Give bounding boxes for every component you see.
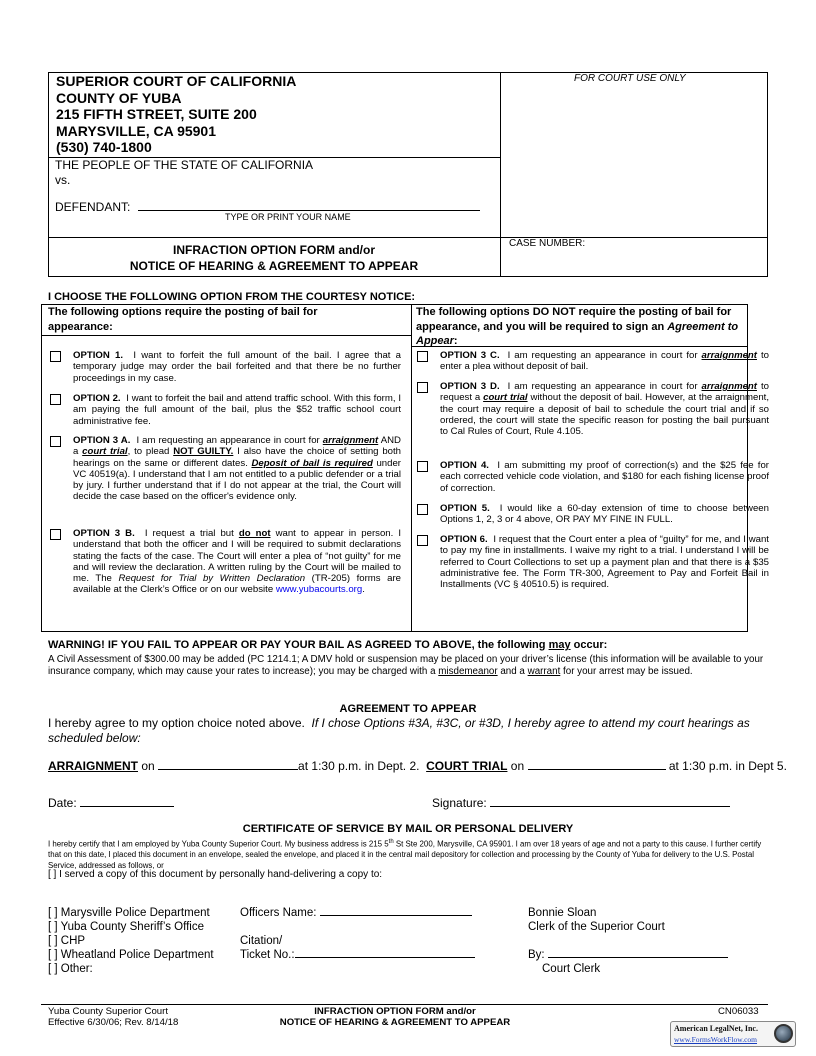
clerk-title: Clerk of the Superior Court	[528, 921, 665, 933]
form-title	[48, 242, 500, 274]
hand-delivered-option[interactable]: [ ] I served a copy of this document by personally hand-delivering a copy to:	[48, 869, 383, 880]
clerk-signature-field[interactable]	[548, 957, 728, 958]
people-label: THE PEOPLE OF THE STATE OF CALIFORNIA	[55, 158, 314, 172]
option-3c-text: OPTION 3 C. I am requesting an appearance in court for arraignment to enter a plea without deposit of bail.	[440, 350, 769, 373]
date-label: Date:	[48, 796, 77, 810]
recipient-other[interactable]: [ ] Other:	[48, 963, 93, 975]
court-address	[56, 73, 296, 156]
right-header-italic: Agreement to Appear	[416, 320, 739, 347]
option-3a-checkbox[interactable]	[50, 436, 61, 447]
option-2-label: OPTION 2.	[73, 393, 121, 404]
arraignment-date-field[interactable]	[158, 769, 298, 770]
ticket-no-field[interactable]	[295, 957, 475, 958]
option-6-label: OPTION 6.	[440, 534, 488, 545]
recipient-chp[interactable]: [ ] CHP	[48, 935, 86, 947]
footer-title-1: INFRACTION OPTION FORM and/or	[314, 1006, 476, 1017]
website-link[interactable]: www.yubacourts.org	[275, 584, 363, 596]
court-name: SUPERIOR COURT OF CALIFORNIA	[56, 73, 297, 89]
option-3b-checkbox[interactable]	[50, 529, 61, 540]
certificate-text: I hereby certify that I am employed by Yuba County Superior Court. My business address is 215 5th St Ste 200, Marysville, CA 95901. I am over 18 years of age and not a party to this cause. I further certify that on this date, I placed this document in an envelope, sealed the envelope, and placed it in the central mail depository for collection and processing by the County of Yuba for delivery to the U.S. Postal Service, addressed as follows, or	[48, 839, 762, 870]
defendant-name-field[interactable]	[138, 210, 480, 211]
certificate-title: CERTIFICATE OF SERVICE BY MAIL OR PERSONAL DELIVERY	[242, 823, 574, 835]
options-divider-vertical	[411, 304, 412, 632]
ticket-no-label: Ticket No.:	[240, 949, 295, 961]
option-1-label: OPTION 1.	[73, 350, 123, 361]
option-3d-text: OPTION 3 D. I am requesting an appearance in court for arraignment to request a court trial without the deposit of bail. However, at the arraignment, the court may require a deposit of bail to schedule the court trial and if so ordered, the court will state the specific reason for posting the bail pursuant to Cal Rules of Court, Rule 4.105.	[440, 381, 769, 438]
legalnet-logo[interactable]	[670, 1021, 796, 1047]
option-6-checkbox[interactable]	[417, 535, 428, 546]
officers-name-field[interactable]	[320, 915, 472, 916]
clerk-name: Bonnie Sloan	[528, 907, 597, 919]
right-header-text: The following options DO NOT require the posting of bail for appearance, and you will be required to sign an	[416, 306, 732, 333]
court-trial-date-field[interactable]	[528, 769, 666, 770]
logo-company: American LegalNet, Inc.	[674, 1024, 758, 1033]
clerk-info	[528, 906, 728, 976]
date-row	[48, 796, 174, 810]
court-use-label: FOR COURT USE ONLY	[574, 73, 686, 84]
option-1-checkbox[interactable]	[50, 351, 61, 362]
header-divider-vertical	[500, 72, 501, 277]
form-number: CN06033	[718, 1006, 759, 1017]
officers-name-label: Officers Name:	[240, 907, 317, 919]
agreement-title: AGREEMENT TO APPEAR	[339, 703, 477, 715]
option-3c-label: OPTION 3 C.	[440, 350, 500, 361]
warning-title: WARNING! IF YOU FAIL TO APPEAR OR PAY YOUR BAIL AS AGREED TO ABOVE, the following may occur:	[48, 639, 608, 651]
recipient-marysville-pd[interactable]: [ ] Marysville Police Department	[48, 907, 210, 919]
option-6-text: OPTION 6. I request that the Court enter a plea of “guilty” for me, and I want to pay my fine in installments. I waive my right to a trial. I understand I will be referred to Court Collections to set up a payment plan and that there is a $35 administrative fee. The Form TR-300, Agreement to Pay and Forfeit Bail in Installments (VC § 40510.5) is required.	[440, 534, 769, 591]
court-trial-label: COURT TRIAL	[426, 759, 508, 773]
option-5-checkbox[interactable]	[417, 504, 428, 515]
hearing-schedule: ARRAIGNMENT on at 1:30 p.m. in Dept. 2. COURT TRIAL on at 1:30 p.m. in Dept 5.	[48, 759, 787, 773]
warning-text: A Civil Assessment of $300.00 may be added (PC 1214.1; A DMV hold or suspension may be placed on your driver’s license (this information will be available to your insurance company, which may cause your rates to increase); you may be charged with a misdemeanor and a warrant for your arrest may be issued.	[48, 654, 764, 677]
logo-url: www.FormsWorkFlow.com	[674, 1035, 758, 1044]
vs-label: vs.	[55, 173, 71, 187]
by-label: By:	[528, 949, 545, 961]
footer-rule	[41, 1004, 768, 1005]
option-3a-label: OPTION 3 A.	[73, 435, 131, 446]
defendant-hint: TYPE OR PRINT YOUR NAME	[225, 212, 351, 222]
option-4-text: OPTION 4. I am submitting my proof of correction(s) and the $25 fee for each corrected vehicle code violation, and $180 for each fishing license proof of correction.	[440, 460, 769, 494]
arraignment-label: ARRAIGNMENT	[48, 759, 138, 773]
citation-label: Citation/	[240, 935, 283, 947]
right-column-header: The following options DO NOT require the posting of bail for appearance, and you will be required to sign an Agreement to Appear:	[416, 306, 739, 347]
header-divider-2	[48, 237, 768, 238]
option-1-text: OPTION 1. I want to forfeit the full amount of the bail. I agree that a temporary judge may order the bail forfeited and that there be no further proceedings in my case.	[73, 350, 401, 384]
defendant-label: DEFENDANT:	[55, 200, 131, 214]
court-county: COUNTY OF YUBA	[56, 89, 182, 106]
form-title-line-1: INFRACTION OPTION FORM and/or	[173, 243, 375, 257]
option-3d-checkbox[interactable]	[417, 382, 428, 393]
case-number-label: CASE NUMBER:	[509, 238, 586, 249]
option-4-checkbox[interactable]	[417, 461, 428, 472]
option-4-label: OPTION 4.	[440, 460, 489, 471]
signature-label: Signature:	[432, 796, 487, 810]
options-header-left-line	[41, 335, 411, 336]
recipient-list	[48, 906, 214, 976]
left-column-header: The following options require the posting of bail for appearance:	[48, 306, 318, 333]
recipient-wheatland-pd[interactable]: [ ] Wheatland Police Department	[48, 949, 214, 961]
option-3d-label: OPTION 3 D.	[440, 381, 500, 392]
court-street: 215 FIFTH STREET, SUITE 200	[56, 106, 257, 123]
date-field[interactable]	[80, 806, 174, 807]
signature-field[interactable]	[490, 806, 730, 807]
option-3b-text: OPTION 3 B. I request a trial but do not want to appear in person. I understand that both the officer and I will be required to submit declarations stating the facts of the case. The Court will enter a plea of “not guilty” for me and will review the declaration. A written ruling by the Court will be mailed to me. The Request for Trial by Written Declaration (TR-205) forms are available at the Clerk’s Office or on our website www.yubacourts.org.	[73, 528, 401, 596]
court-city: MARYSVILLE, CA 95901	[56, 122, 217, 139]
options-heading: I CHOOSE THE FOLLOWING OPTION FROM THE COURTESY NOTICE:	[48, 291, 416, 303]
option-5-label: OPTION 5.	[440, 503, 490, 514]
option-3b-label: OPTION 3 B.	[73, 528, 135, 539]
footer-court: Yuba County Superior Court	[48, 1006, 168, 1017]
form-title-line-2: NOTICE OF HEARING & AGREEMENT TO APPEAR	[129, 259, 419, 273]
option-5-text: OPTION 5. I would like a 60-day extension of time to choose between Options 1, 2, 3 or 4 above, OR PAY MY FINE IN FULL.	[440, 503, 769, 526]
court-clerk-label: Court Clerk	[542, 963, 601, 975]
court-phone: (530) 740-1800	[56, 139, 152, 156]
officer-info	[240, 906, 475, 962]
option-3c-checkbox[interactable]	[417, 351, 428, 362]
option-2-checkbox[interactable]	[50, 394, 61, 405]
signature-row	[432, 796, 730, 810]
recipient-yuba-sheriff[interactable]: [ ] Yuba County Sheriff’s Office	[48, 921, 204, 933]
footer-center	[240, 1006, 550, 1029]
option-2-text: OPTION 2. I want to forfeit the bail and attend traffic school. With this form, I am paying the full amount of the bail, plus the $52 traffic school court administrative fee.	[73, 393, 401, 427]
option-3a-text: OPTION 3 A. I am requesting an appearance in court for arraignment AND a court trial, to plead NOT GUILTY. I also have the choice of setting both hearings on the same or different dates. Deposit of bail is required under VC 40519(a). I understand that I am not entitled to a public defender or a trial by jury. I further understand that if I do not appear at the trial, the Court will decide the case based on the officer's evidence only.	[73, 435, 401, 503]
globe-icon	[774, 1024, 793, 1043]
footer-effective: Effective 6/30/06; Rev. 8/14/18	[48, 1017, 179, 1029]
footer-left	[48, 1006, 178, 1029]
footer-title-2: NOTICE OF HEARING & AGREEMENT TO APPEAR	[279, 1017, 511, 1029]
agreement-text: I hereby agree to my option choice noted above. If I chose Options #3A, #3C, or #3D, I hereby agree to attend my court hearings as scheduled below:	[48, 716, 750, 745]
